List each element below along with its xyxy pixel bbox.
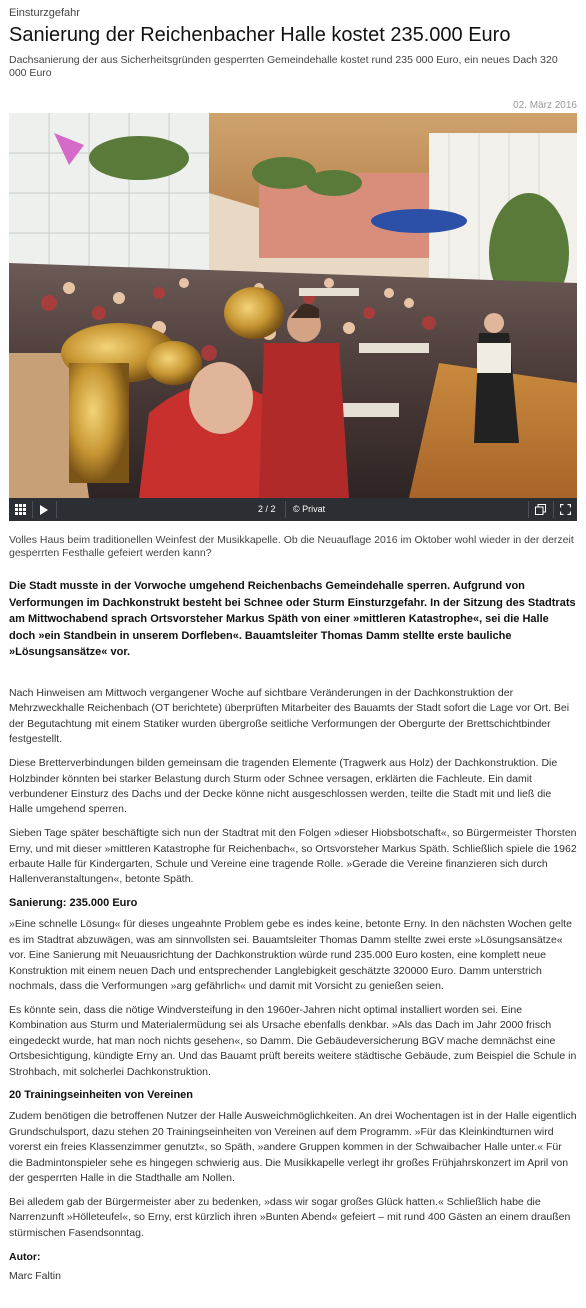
gallery-grid-button[interactable] [9, 498, 31, 521]
gallery-counter: 2 / 2 [258, 504, 276, 514]
copy-icon [535, 504, 546, 515]
paragraph: Zudem benötigen die betroffenen Nutzer der Halle Ausweichmöglichkeiten. An drei Wochentagen ist in der Halle eigentlich Grundschulsport, dazu stehen 20 Trainingseinheiten von Vereinen auf dem Programm. »Für das Kleinkindturnen wird vorerst ein freies Klassenzimmer genutzt«, so Späth, »andere Gruppen kommen in der Schwaibacher Halle unter.« Für die Badmintonspieler sehe es hingegen schwierig aus. Die Musikkapelle verlegt ihr großes Frühjahrskonzert im April von der gesperrten Halle in die Stadthalle am Nollen. [9, 1110, 577, 1185]
author-name: Marc Faltin [9, 1270, 61, 1283]
paragraph: Es könnte sein, dass die nötige Windversteifung in den 1960er-Jahren nicht optimal installiert worden sei. Eine Kombination aus Sturm und Materialermüdung sei als Ursache ebenfalls denkbar. »Als das Dach im Jahr 2000 frisch eingedeckt wurde, hat man noch nichts gesehen«, so Damm. Die Gebäudeversicherung BGV mache demnächst eine Ortsbesichtigung, kündigte Erny an. Und das Bauamt prüft bereits weitere städtische Gebäude, zum Beispiel die Schule in Strohbach, mit solcherlei Dachkonstruktion. [9, 1003, 577, 1078]
play-icon [40, 505, 48, 515]
gallery-expand-button[interactable] [554, 498, 577, 521]
grid-icon [15, 504, 26, 515]
article-lead: Die Stadt musste in der Vorwoche umgehend Reichenbachs Gemeindehalle sperren. Aufgrund von Verformungen im Dachkonstrukt besteht bei Schnee oder Sturm Einsturzgefahr. In der Sitzung des Stadtrats am Mittwochabend sprach Ortsvorsteher Markus Späth von einer »mittleren Katastrophe«, sei die Halle doch »ein Standbein in unserem Dorfleben«. Bauamtsleiter Thomas Damm stellte erste bauliche »Lösungsansätze« vor. [9, 580, 576, 658]
subheading: 20 Trainingseinheiten von Vereinen [9, 1089, 194, 1102]
paragraph: Bei alledem gab der Bürgermeister aber zu bedenken, »dass wir sogar großes Glück hatten.« Schließlich habe die Narrenzunft »Hölleteufel«, so Erny, erst kürzlich ihren »Bunten Abend« gefeiert – mit rund 400 Gästen an einem draußen stürmischen Fasendsonntag. [9, 1195, 571, 1239]
article-kicker: Einsturzgefahr [9, 7, 80, 19]
article-teaser: Dachsanierung der aus Sicherheitsgründen gesperrten Gemeindehalle kostet rund 235 000 Euro, ein neues Dach 320 000 Euro [9, 54, 558, 79]
expand-icon [560, 504, 571, 515]
photo-caption: Volles Haus beim traditionellen Weinfest der Musikkapelle. Ob die Neuauflage 2016 im Oktober wohl wieder in der derzeit gesperrten Festhalle gefeiert werden kann? [9, 534, 574, 559]
gallery-toolbar [9, 498, 577, 521]
gallery-play-button[interactable] [33, 498, 55, 521]
author-label: Autor: [9, 1250, 41, 1263]
paragraph: Diese Bretterverbindungen bilden gemeinsam die tragenden Elemente (Tragwerk aus Holz) der Dachkonstruktion. Die Holzbinder könnten bei starker Belastung durch Sturm oder Schnee versagen, erklärten die Fachleute. Ein damit verbundener Einsturz des Dachs und der Decke könne nicht ausgeschlossen werden, teilte die Stadt mit und ließ die Halle umgehend sperren. [9, 757, 558, 816]
paragraph: Sieben Tage später beschäftigte sich nun der Stadtrat mit den Folgen »dieser Hiobsbotschaft«, so Bürgermeister Thorsten Erny, und mit dieser »mittleren Katastrophe für Reichenbach«, so Ortsvorsteher Markus Späth. Schließlich spiele die 1962 erbaute Halle für Kindergarten, Schule und Vereine eine tragende Rolle. »Gerade die Vereine finanzieren sich durch Hallenveranstaltungen«, betonte Späth. [9, 827, 577, 886]
article-date: 02. März 2016 [513, 100, 577, 111]
subheading: Sanierung: 235.000 Euro [9, 897, 138, 910]
photo-gallery [9, 113, 577, 521]
paragraph: »Eine schnelle Lösung« für dieses ungeahnte Problem gebe es indes keine, betonte Erny. In den nächsten Wochen gelte es im Stadtrat abzuwägen, was am sinnvollsten sei. Bauamtsleiter Thomas Damm stellte zwei erste »Lösungsansätze« vor. Eine Sanierung mit Neuausrichtung der Dachkonstruktion würde rund 235.000 Euro kosten, eine komplett neue Konstruktion mit einem neuen Dach und entsprechender Langlebigkeit geschätzte 320000 Euro. Damm unterstrich nochmals, dass die Verformungen »arg gefährlich« und damit mit Vorsicht zu genießen seien. [9, 918, 572, 992]
article-headline: Sanierung der Reichenbacher Halle kostet 235.000 Euro [9, 24, 511, 46]
photo-credit: © Privat [293, 504, 326, 514]
article-body [9, 686, 577, 1285]
gallery-photo[interactable] [9, 113, 577, 498]
paragraph: Nach Hinweisen am Mittwoch vergangener Woche auf sichtbare Veränderungen in der Dachkonstruktion der Mehrzweckhalle Reichenbach (OT berichtete) überprüften Mitarbeiter des Bauamts der Stadt sofort die Lage vor Ort. Bei der Begutachtung mit einem Statiker wurden übergroße seitliche Verformungen der Obergurte der Brettschichtbinder festgestellt. [9, 687, 570, 746]
gallery-copy-button[interactable] [529, 498, 552, 521]
